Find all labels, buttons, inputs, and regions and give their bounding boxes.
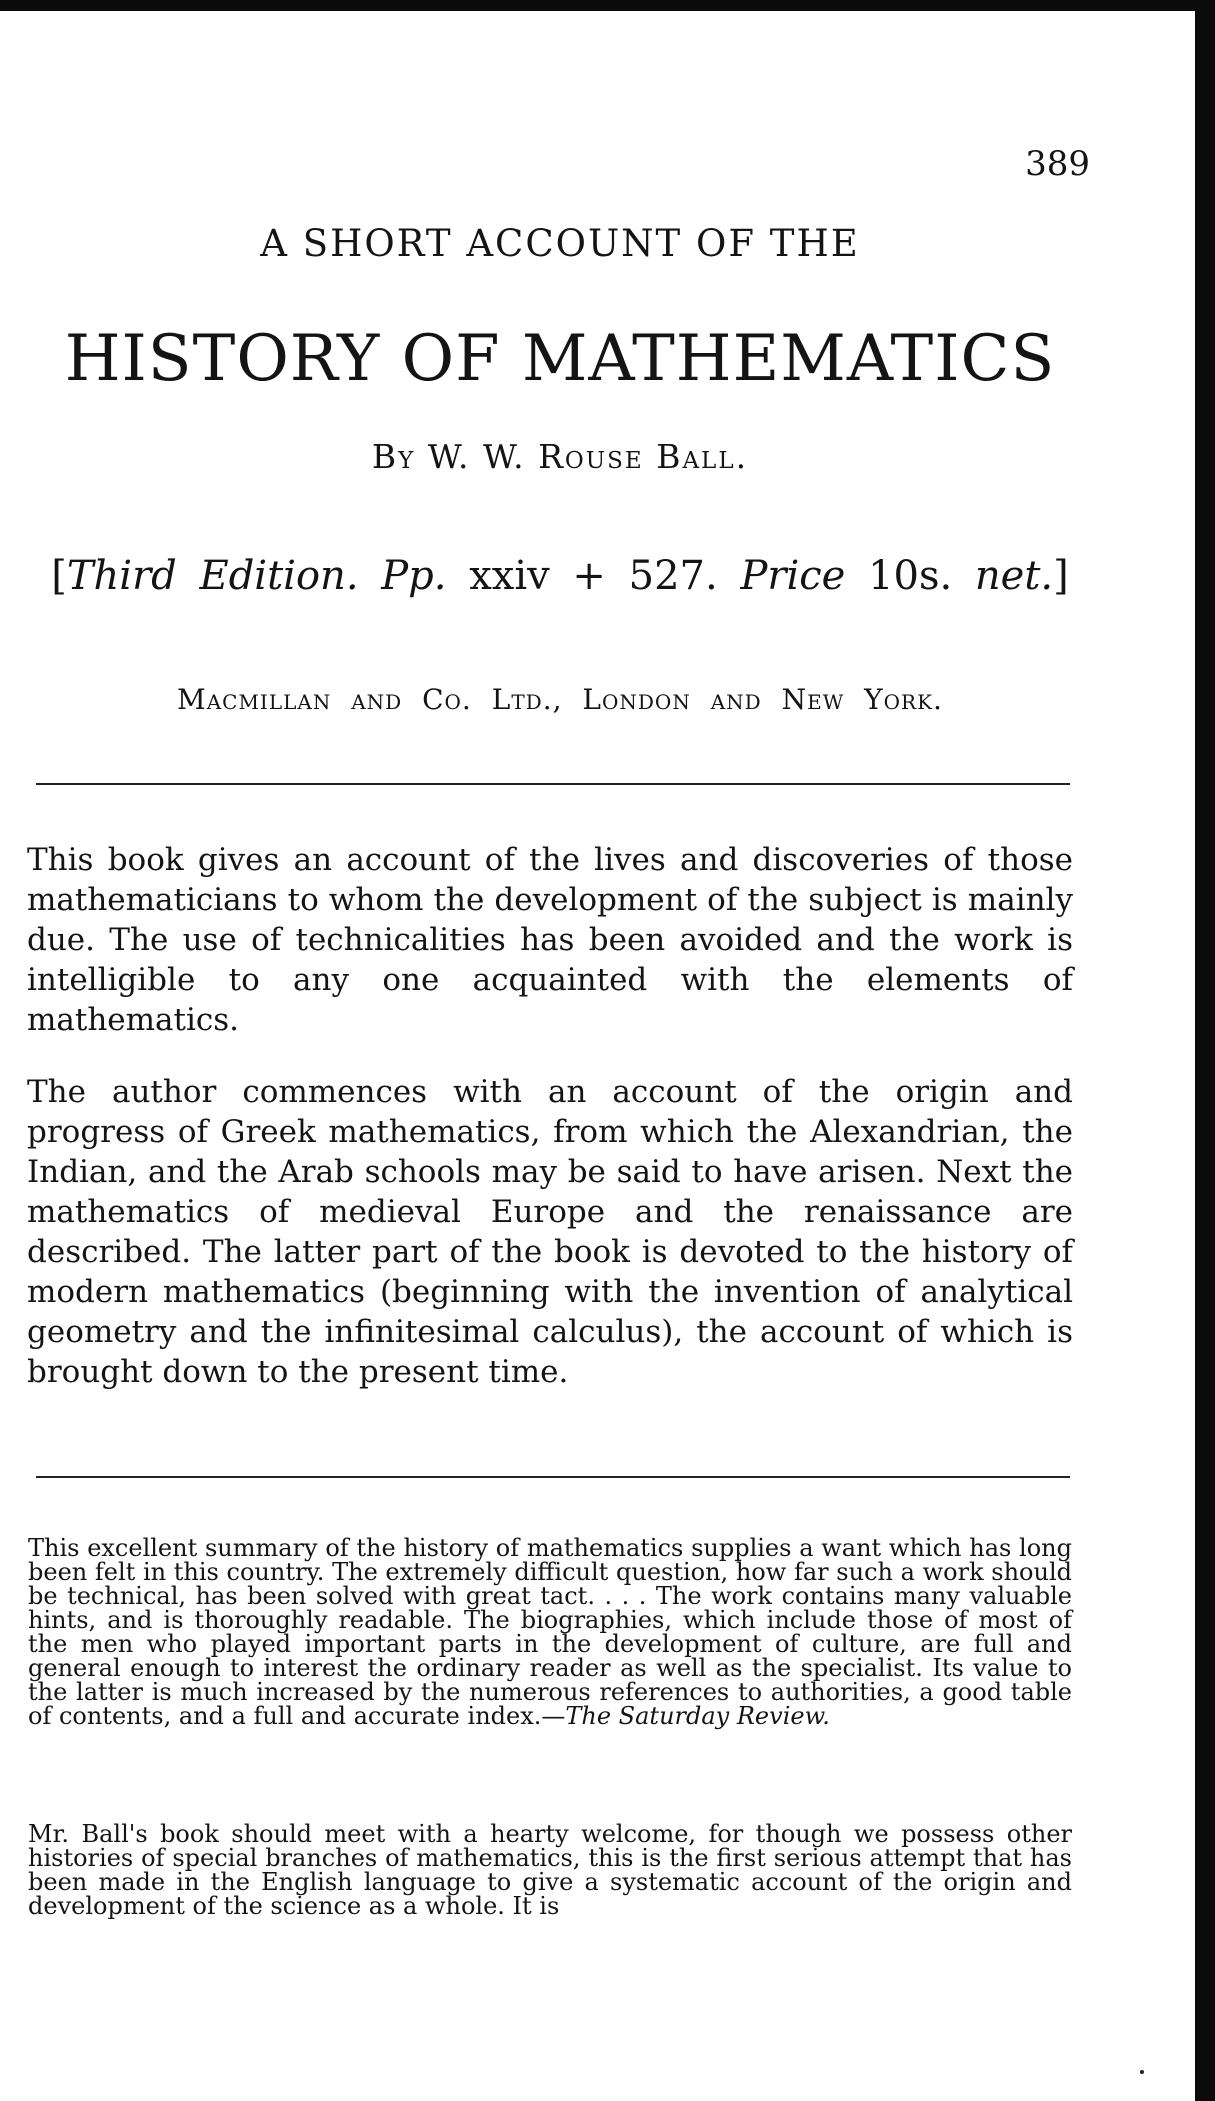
review-source: The Saturday Review.	[565, 1702, 830, 1730]
description-paragraph: This book gives an account of the lives and discoveries of those mathematicians to whom the development of the subject is mainly due. The use of technicalities has been avoided and the work is intelligible to any one acquainted with the elements of mathematics.	[27, 842, 1073, 1038]
net-label: net.	[974, 553, 1054, 599]
page-title: HISTORY OF MATHEMATICS	[64, 322, 1056, 396]
edition-close-bracket: ]	[1053, 553, 1069, 599]
price-label: Price	[740, 553, 846, 599]
page-number: 389	[1025, 144, 1090, 184]
review-text: Mr. Ball's book should meet with a hearty welcome, for though we possess other histories of special branches of mathematics, this is the first serious attempt that has been made in the English language to give a systematic account of the origin and development of the science as a whole. It is	[28, 1820, 1072, 1920]
edition-line	[0, 553, 1120, 599]
pages-label: Pp.	[381, 553, 447, 599]
description-paragraph: The author commences with an account of the origin and progress of Greek mathematics, from which the Alexandrian, the Indian, and the Arab schools may be said to have arisen. Next the mathematics of medieval Europe and the renaissance are described. The latter part of the book is devoted to the history of modern mathematics (beginning with the invention of analytical geometry and the infinitesimal calculus), the account of which is brought down to the present time.	[27, 1074, 1073, 1390]
edition-open-bracket: [	[51, 553, 67, 599]
review-quote	[28, 1536, 1072, 1728]
review-quote	[28, 1822, 1072, 1918]
scan-border-top	[0, 0, 1215, 11]
pages-value: xxiv + 527.	[469, 553, 718, 599]
divider-rule-top	[36, 783, 1070, 785]
edition-label: Third Edition.	[66, 553, 359, 599]
scan-speck	[1140, 2070, 1144, 2074]
review-text: This excellent summary of the history of mathematics supplies a want which has long been felt in this country. The extremely difficult question, how far such a work should be technical, has been solved with great tact. . . . The work contains many valuable hints, and is thoroughly readable. The biographies, which include those of most of the men who played important parts in the development of culture, are full and general enough to interest the ordinary reader as well as the specialist. Its value to the latter is much increased by the numerous references to authorities, a good table of contents, and a full and accurate index.—	[28, 1534, 1072, 1730]
publisher-line: Macmillan and Co. Ltd., London and New York.	[177, 683, 943, 716]
title-small: A SHORT ACCOUNT OF THE	[260, 222, 860, 265]
divider-rule-bottom	[36, 1476, 1070, 1478]
author-byline: By W. W. Rouse Ball.	[371, 437, 749, 476]
price-value: 10s.	[868, 553, 953, 599]
scan-border-right	[1195, 0, 1215, 2101]
